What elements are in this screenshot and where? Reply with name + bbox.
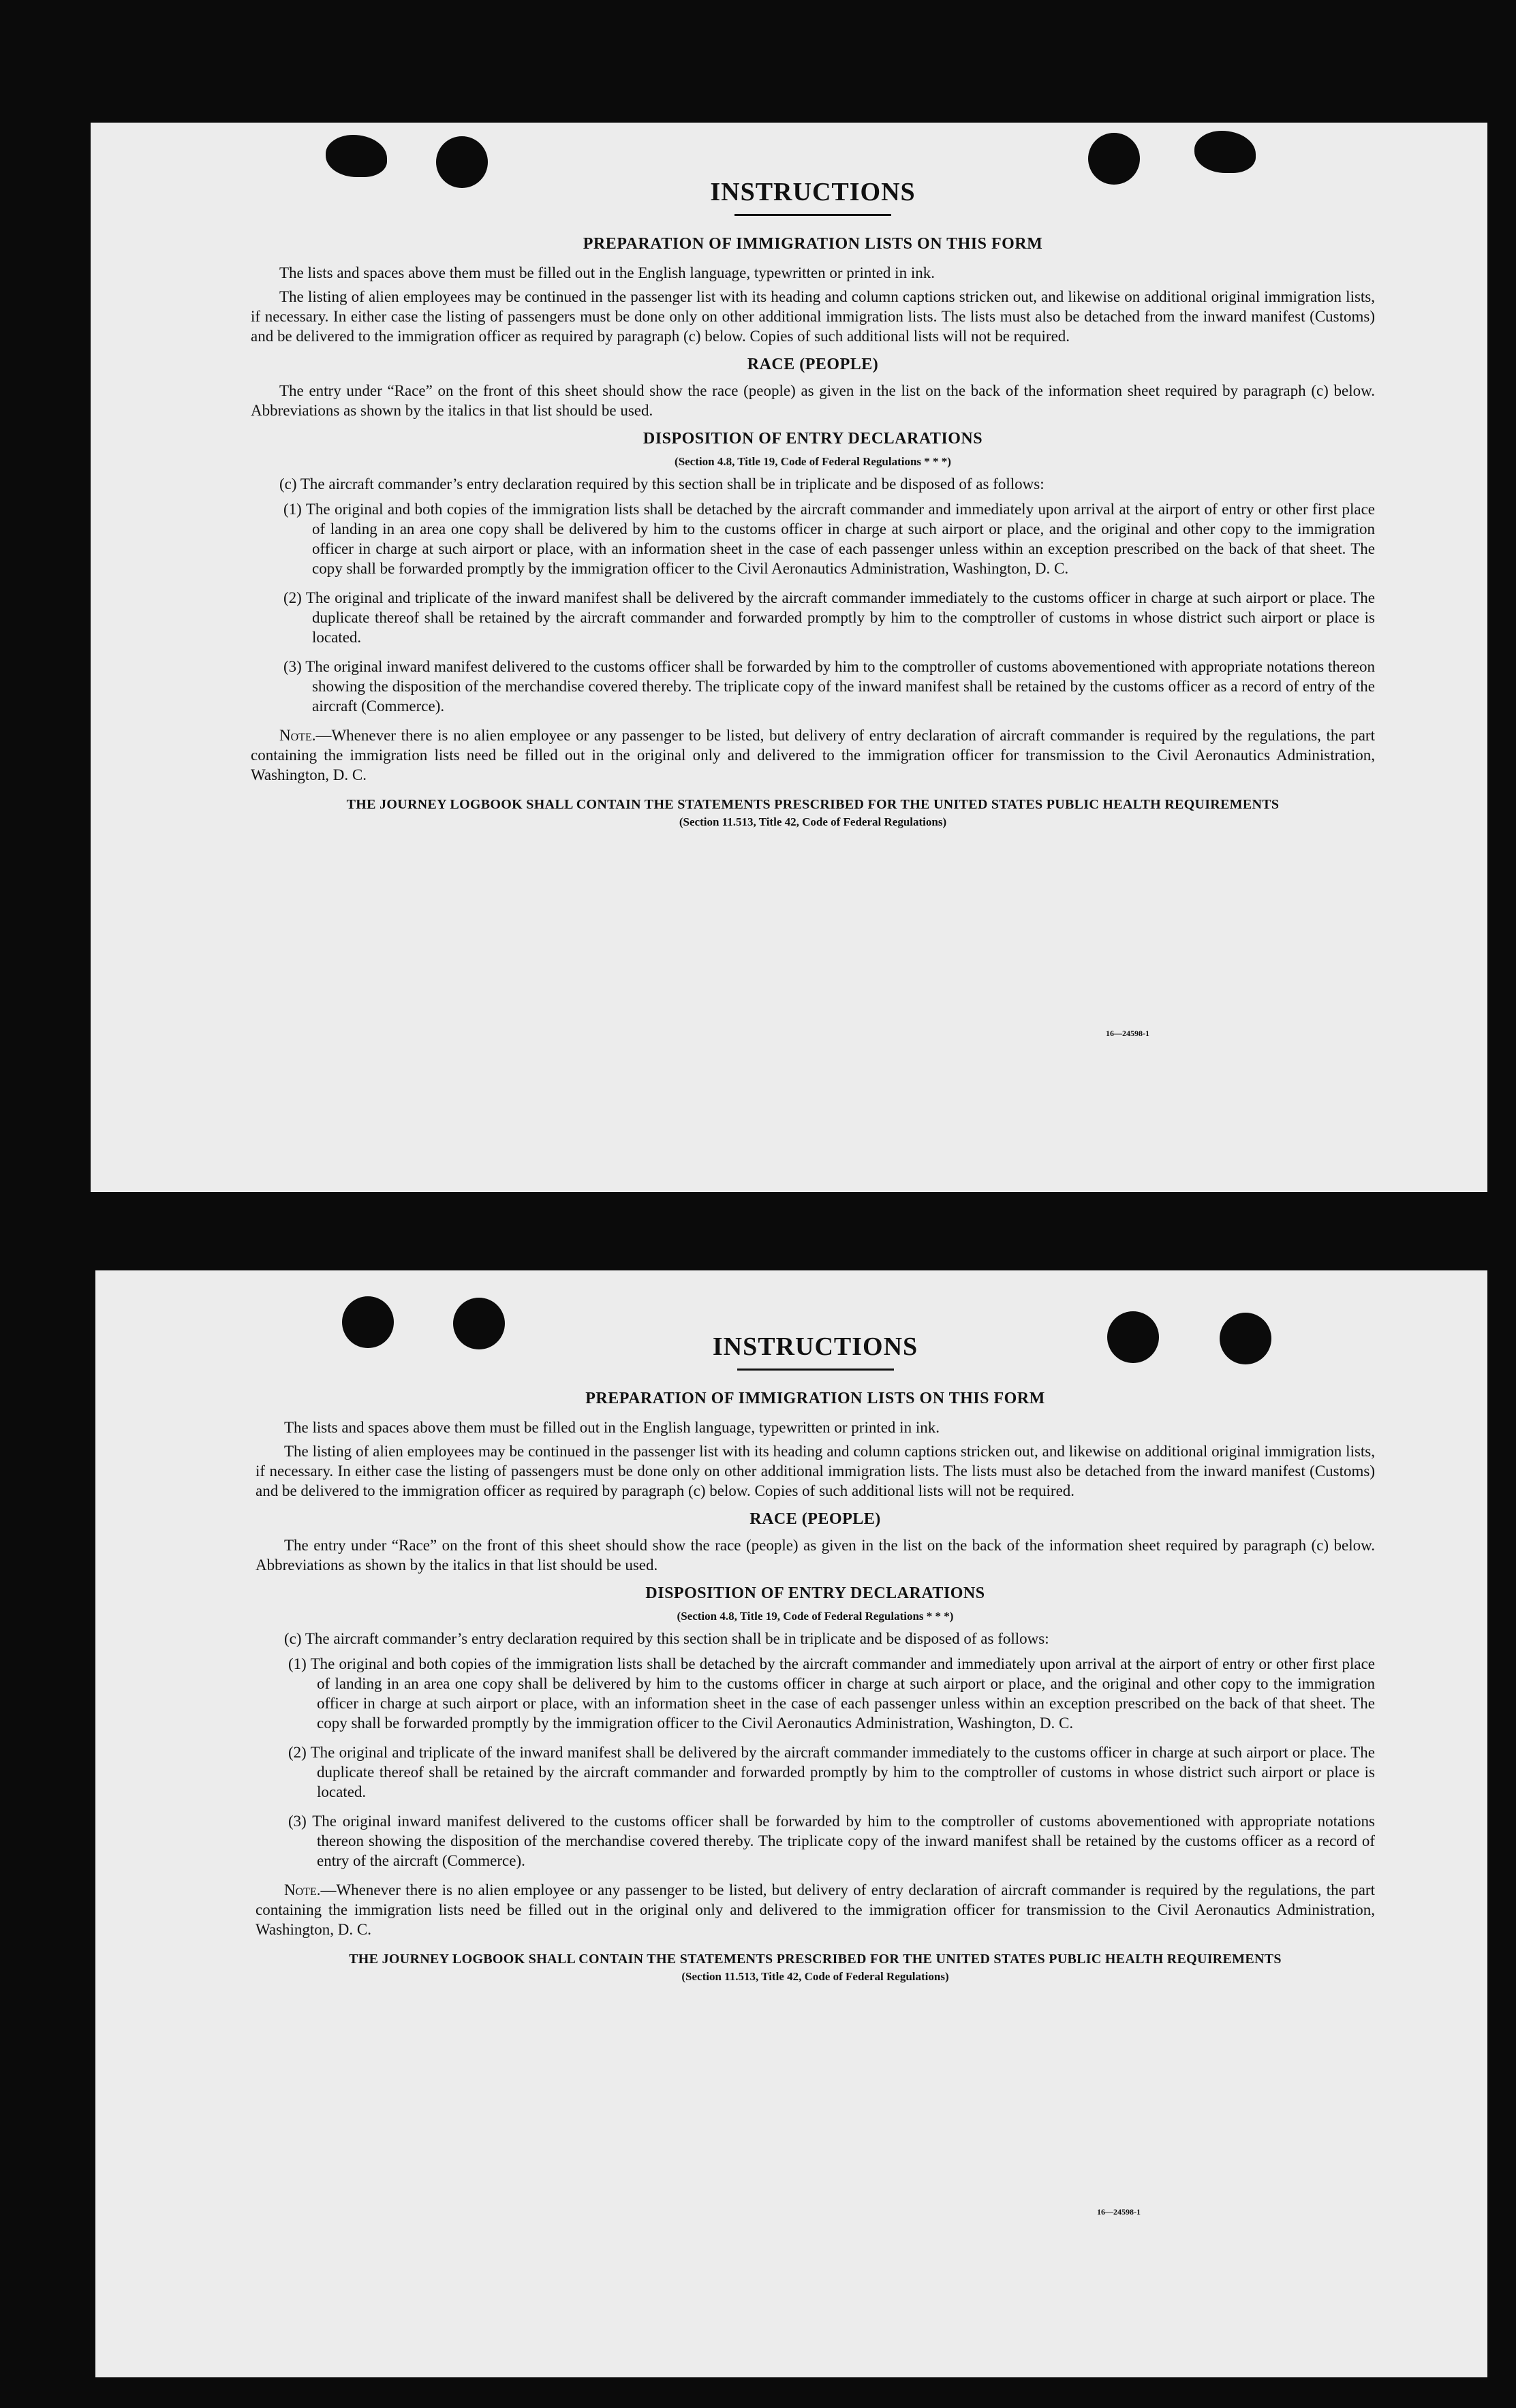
punch-hole [326,135,387,177]
form-number: 16—24598-1 [1097,2207,1141,2217]
list-item: (1) The original and both copies of the immigration lists shall be detached by the aircraft commander and immediately upon arrival at the airport of entry or other first place of landing in an area one copy shall be delivered by him to the customs officer in charge at such airport or place, and the original and other copy to the immigration officer in charge at such airport or place, with an information sheet in the case of each passenger unless within an exception prescribed on the back of that sheet. The copy shall be forwarded promptly by the immigration officer to the Civil Aeronautics Administration, Washington, D. C. [283,501,1375,577]
instruction-sheet-bottom [95,1270,1487,2377]
footer-citation: (Section 11.513, Title 42, Code of Federal Regulations) [681,1970,949,1983]
note-paragraph [256,1880,1375,1939]
note-label: Note. [279,727,316,744]
section-heading-disposition: DISPOSITION OF ENTRY DECLARATIONS [645,1584,985,1602]
footer-citation: (Section 11.513, Title 42, Code of Federal Regulations) [679,815,947,828]
regulation-citation: (Section 4.8, Title 19, Code of Federal Regulations * * *) [675,455,951,468]
instructions-content [256,1332,1375,1984]
paragraph-c: (c) The aircraft commander’s entry declaration required by this section shall be in triplicate and be disposed of as follows: [284,1630,1049,1647]
paragraph: The listing of alien employees may be continued in the passenger list with its heading and column captions stricken out, and likewise on additional original immigration lists, if necessary. In either case the listing of passengers must be done only on other additional immigration lists. The lists must also be detached from the inward manifest (Customs) and be delivered to the immigration officer as required by paragraph (c) below. Copies of such additional lists will not be required. [256,1443,1375,1499]
section-heading-race: RACE (PEOPLE) [747,356,879,373]
section-heading-preparation: PREPARATION OF IMMIGRATION LISTS ON THIS FORM [585,1390,1045,1407]
list-item: (2) The original and triplicate of the inward manifest shall be delivered by the aircraft commander immediately to the customs officer in charge at such airport or place. The duplicate thereof shall be retained by the aircraft commander and forwarded promptly by him to the comptroller of customs in whose district such airport or place is located. [288,1744,1375,1800]
punch-hole [1194,131,1256,173]
list-item: (3) The original inward manifest delivered to the customs officer shall be forwarded by him to the comptroller of customs abovementioned with appropriate notations thereon showing the disposition of the merchandise covered thereby. The triplicate copy of the inward manifest shall be retained by the customs officer as a record of entry of the aircraft (Commerce). [283,658,1375,715]
title-underline [734,214,891,216]
paragraph: The lists and spaces above them must be filled out in the English language, typewritten or printed in ink. [279,264,935,281]
title-underline [737,1369,894,1371]
page-title: INSTRUCTIONS [712,1332,918,1361]
section-heading-race: RACE (PEOPLE) [749,1510,881,1528]
note-text: —Whenever there is no alien employee or any passenger to be listed, but delivery of entry declaration of aircraft commander is required by the regulations, the part containing the immigration lists need be filled out in the original only and delivered to the immigration officer for transmission to the Civil Aeronautics Administration, Washington, D. C. [256,1881,1375,1938]
footer-statement: THE JOURNEY LOGBOOK SHALL CONTAIN THE STATEMENTS PRESCRIBED FOR THE UNITED STATES PUBLIC HEALTH REQUIREMENTS [346,797,1280,812]
paragraph: The entry under “Race” on the front of this sheet should show the race (people) as given in the list on the back of the information sheet required by paragraph (c) below. Abbreviations as shown by the italics in that list should be used. [256,1537,1375,1574]
form-number: 16—24598-1 [1106,1029,1149,1038]
page-title: INSTRUCTIONS [710,178,916,206]
list-item: (1) The original and both copies of the immigration lists shall be detached by the aircraft commander and immediately upon arrival at the airport of entry or other first place of landing in an area one copy shall be delivered by him to the customs officer in charge at such airport or place, and the original and other copy to the immigration officer in charge at such airport or place, with an information sheet in the case of each passenger unless within an exception prescribed on the back of that sheet. The copy shall be forwarded promptly by the immigration officer to the Civil Aeronautics Administration, Washington, D. C. [288,1655,1375,1732]
paragraph: The listing of alien employees may be continued in the passenger list with its heading and column captions stricken out, and likewise on additional original immigration lists, if necessary. In either case the listing of passengers must be done only on other additional immigration lists. The lists must also be detached from the inward manifest (Customs) and be delivered to the immigration officer as required by paragraph (c) below. Copies of such additional lists will not be required. [251,288,1375,345]
note-paragraph [251,725,1375,785]
note-text: —Whenever there is no alien employee or any passenger to be listed, but delivery of entry declaration of aircraft commander is required by the regulations, the part containing the immigration lists need be filled out in the original only and delivered to the immigration officer for transmission to the Civil Aeronautics Administration, Washington, D. C. [251,727,1375,783]
paragraph: The lists and spaces above them must be filled out in the English language, typewritten or printed in ink. [284,1419,940,1436]
list-item: (3) The original inward manifest delivered to the customs officer shall be forwarded by him to the comptroller of customs abovementioned with appropriate notations thereon showing the disposition of the merchandise covered thereby. The triplicate copy of the inward manifest shall be retained by the customs officer as a record of entry of the aircraft (Commerce). [288,1813,1375,1869]
section-heading-preparation: PREPARATION OF IMMIGRATION LISTS ON THIS FORM [583,235,1043,253]
note-label: Note. [284,1881,321,1898]
paragraph-c: (c) The aircraft commander’s entry declaration required by this section shall be in triplicate and be disposed of as follows: [279,475,1045,492]
regulation-citation: (Section 4.8, Title 19, Code of Federal Regulations * * *) [677,1610,954,1623]
list-item: (2) The original and triplicate of the inward manifest shall be delivered by the aircraft commander immediately to the customs officer in charge at such airport or place. The duplicate thereof shall be retained by the aircraft commander and forwarded promptly by him to the comptroller of customs in whose district such airport or place is located. [283,589,1375,646]
instructions-content [251,177,1375,829]
instruction-sheet-top [91,123,1487,1192]
footer-statement: THE JOURNEY LOGBOOK SHALL CONTAIN THE STATEMENTS PRESCRIBED FOR THE UNITED STATES PUBLIC HEALTH REQUIREMENTS [349,1952,1282,1967]
paragraph: The entry under “Race” on the front of this sheet should show the race (people) as given in the list on the back of the information sheet required by paragraph (c) below. Abbreviations as shown by the italics in that list should be used. [251,382,1375,419]
section-heading-disposition: DISPOSITION OF ENTRY DECLARATIONS [643,430,983,448]
